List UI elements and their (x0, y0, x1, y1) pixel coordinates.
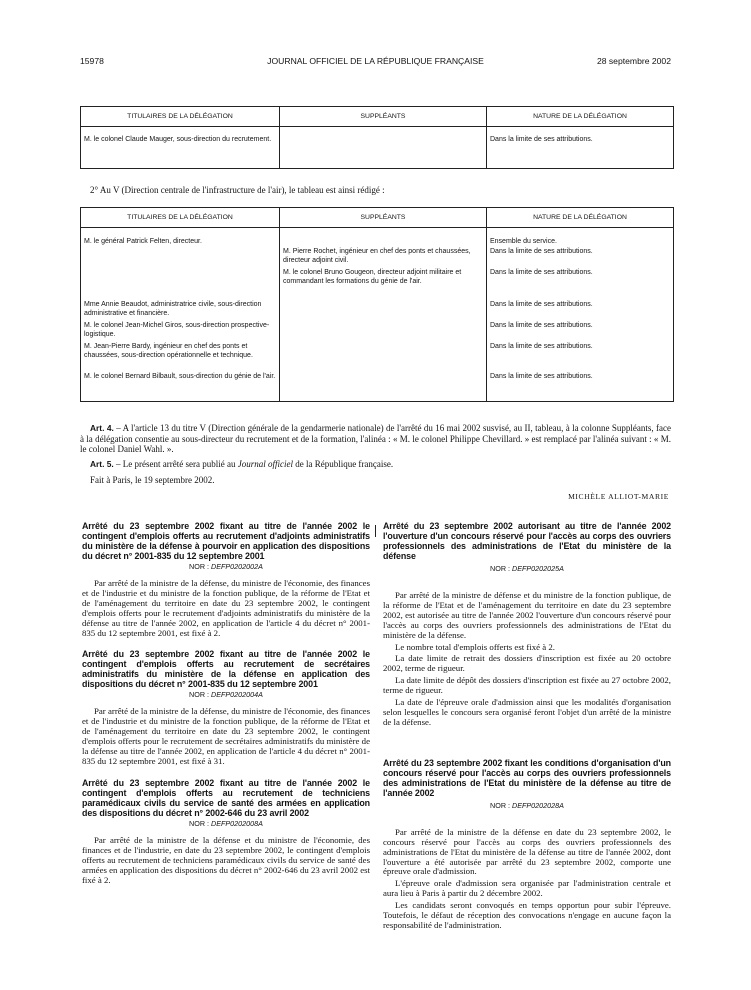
right-column (383, 521, 671, 931)
section-intro: 2° Au V (Direction centrale de l'infrastructure de l'air), le tableau est ainsi rédigé : (90, 185, 385, 195)
delegation-table-1 (80, 106, 674, 169)
nor-label: NOR : (189, 690, 211, 700)
decree-paragraph: Par arrêté de la ministre de la défense, du ministre de l'économie, des finances et de l'industrie et du ministre de la fonction publique, de la réforme de l'Etat et de l'aménagement du territoire en date du 23 septembre 2002, le contingent d'emplois offerts pour le recrutement d'adjoints administratifs du ministère de la défense au titre de l'année 2002, en application de l'article 4 du décret n° 2001-835 du 12 septembre 2001, est fixé à 2. (82, 578, 370, 638)
left-column (82, 521, 370, 885)
suppleant-cell (280, 228, 487, 247)
decree-title: Arrêté du 23 septembre 2002 fixant les conditions d'organisation d'un concours réservé pour l'accès au corps des ouvriers professionnels des administrations de l'Etat du ministère de la défense au titre de l'année 2002 (383, 757, 671, 798)
nor-code: DEFP0202028A (512, 800, 564, 810)
titulaire-cell: M. le colonel Claude Mauger, sous-direction du recrutement. (81, 127, 280, 169)
article-4 (80, 423, 671, 455)
table-header: NATURE DE LA DÉLÉGATION (487, 208, 674, 228)
article-5-label: Art. 5. (90, 459, 114, 469)
table-row (81, 127, 674, 169)
delegation-table-2 (80, 207, 674, 402)
table-header: TITULAIRES DE LA DÉLÉGATION (81, 107, 280, 127)
nor-reference (82, 819, 370, 828)
nor-reference (383, 801, 671, 810)
column-divider (375, 525, 376, 537)
signature: MICHÈLE ALLIOT-MARIE (568, 492, 669, 501)
table-row (81, 342, 674, 372)
titulaire-cell (81, 247, 280, 268)
nor-label: NOR : (490, 564, 512, 573)
table-row (81, 247, 674, 268)
decree-paragraph: Le nombre total d'emplois offerts est fixé à 2. (395, 641, 555, 652)
decree-title: Arrêté du 23 septembre 2002 fixant au titre de l'année 2002 le contingent d'emplois offerts au recrutement de techniciens paramédicaux civils du service de santé des armées en application des dispositions du décret n° 2002-646 du 23 avril 2002 (82, 777, 370, 818)
decree-paragraph: Les candidats seront convoqués en temps opportun pour subir l'épreuve. Toutefois, le défaut de réception des convocations n'engage en aucune façon la responsabilité de l'administration. (383, 900, 671, 930)
decree-paragraph: Par arrêté de la ministre de la défense et du ministre de l'économie, des finances et de l'industrie, en date du 23 septembre 2002, le contingent d'emplois offerts au recrutement de techniciens paramédicaux civils du service de santé des armées en application des dispositions du décret n° 2002-646 du 23 avril 2002 est fixé à 2. (82, 834, 370, 885)
table-row (81, 321, 674, 342)
article-4-text: – A l'article 13 du titre V (Direction générale de la gendarmerie nationale) de l'arrêté du 16 mai 2002 susvisé, au II, tableau, à la colonne Suppléants, face à la délégation consentie au sous-directeur du recrutement et de la formation, l'alinéa : « M. le colonel Philippe Chevillard. » est remplacé par l'alinéa suivant : « M. le colonel Daniel Wahl. ». (80, 423, 671, 455)
nature-cell: Dans la limite de ses attributions. (487, 342, 674, 372)
nor-code: DEFP0202025A (512, 564, 564, 573)
decree-paragraph: Par arrêté de la ministre de défense et du ministre de la fonction publique, de la réforme de l'Etat et de l'aménagement du territoire en date du 23 septembre 2002, est autorisée au titre de l'année 2002 l'ouverture d'un concours réservé pour l'accès au corps des ouvriers professionnels des administrations de l'Etat du ministère de la défense. (383, 590, 671, 640)
decree-paragraph: La date de l'épreuve orale d'admission ainsi que les modalités d'organisation selon lesquelles le concours sera organisé feront l'objet d'un arrêté de la ministre de la défense. (383, 697, 671, 727)
nature-cell: Dans la limite de ses attributions. (487, 127, 674, 169)
suppleant-cell (280, 321, 487, 342)
suppleant-cell (280, 342, 487, 372)
suppleant-cell (280, 127, 487, 169)
nature-cell: Dans la limite de ses attributions. (487, 268, 674, 300)
suppleant-cell (280, 300, 487, 321)
table-header: SUPPLÉANTS (280, 208, 487, 228)
table-header: SUPPLÉANTS (280, 107, 487, 127)
journal-title: JOURNAL OFFICIEL DE LA RÉPUBLIQUE FRANÇAISE (267, 56, 484, 66)
table-header-row (81, 107, 674, 127)
decree-paragraph: Par arrêté de la ministre de la défense, du ministre de l'économie, des finances et de l'industrie et du ministre de la fonction publique, de la réforme de l'Etat et de l'aménagement du territoire en date du 23 septembre 2002, le contingent d'emplois offerts pour le recrutement de secrétaires administratifs du ministère de la défense au titre de l'année 2002, en application de l'article 4 du décret n° 2001-835 du 12 septembre 2001, est fixé à 31. (82, 706, 370, 766)
titulaire-cell: M. le colonel Jean-Michel Giros, sous-direction prospective-logistique. (81, 321, 280, 342)
suppleant-cell (280, 372, 487, 402)
article-5 (80, 459, 671, 470)
nor-reference (383, 564, 671, 573)
nature-cell: Dans la limite de ses attributions. (487, 247, 674, 268)
table-header: NATURE DE LA DÉLÉGATION (487, 107, 674, 127)
journal-officiel-title: Journal officiel (237, 459, 293, 469)
table-row (81, 268, 674, 300)
nature-cell: Ensemble du service. (487, 228, 674, 247)
nature-cell: Dans la limite de ses attributions. (487, 321, 674, 342)
decree-title: Arrêté du 23 septembre 2002 autorisant au titre de l'année 2002 l'ouverture d'un concours réservé pour l'accès au corps des ouvriers professionnels des administrations de l'Etat du ministère de la défense (383, 521, 671, 561)
table-row (81, 300, 674, 321)
decree-paragraph: Par arrêté de la ministre de la défense en date du 23 septembre 2002, le concours réservé pour l'accès au corps des ouvriers professionnels des administrations de l'Etat du ministère de la défense au titre de l'année 2002, dont l'ouverture a été autorisée par arrêté du 23 septembre 2002, comporte une épreuve orale d'admission. (383, 826, 671, 877)
decree-block (383, 758, 671, 931)
decree-block (82, 778, 370, 886)
nor-reference (82, 690, 370, 699)
article-4-label: Art. 4. (90, 423, 114, 433)
decree-paragraph: L'épreuve orale d'admission sera organisée par l'administration centrale et aura lieu à Paris à partir du 2 décembre 2002. (383, 878, 671, 899)
article-5-text-end: de la République française. (292, 459, 394, 469)
titulaire-cell: M. le colonel Bernard Bilbault, sous-direction du génie de l'air. (81, 372, 280, 402)
nor-label: NOR : (189, 818, 211, 828)
decree-block (82, 649, 370, 766)
titulaire-cell: M. le général Patrick Felten, directeur. (81, 228, 280, 247)
titulaire-cell (81, 268, 280, 300)
table-header: TITULAIRES DE LA DÉLÉGATION (81, 208, 280, 228)
table-row (81, 228, 674, 247)
decree-title: Arrêté du 23 septembre 2002 fixant au titre de l'année 2002 le contingent d'emplois offerts au recrutement d'adjoints administratifs du ministère de la défense à pourvoir en application des dispositions du décret n° 2001-835 du 12 septembre 2001 (82, 521, 370, 561)
fait-a-paris: Fait à Paris, le 19 septembre 2002. (90, 475, 215, 485)
decree-block (82, 521, 370, 638)
decree-paragraph: La date limite de retrait des dossiers d'inscription est fixée au 20 octobre 2002, terme de rigueur. (383, 653, 671, 674)
nor-code: DEFP0202002A (211, 562, 263, 571)
decree-paragraph: La date limite de dépôt des dossiers d'inscription est fixée au 27 octobre 2002, terme de rigueur. (383, 675, 671, 696)
nature-cell: Dans la limite de ses attributions. (487, 372, 674, 402)
suppleant-cell: M. Pierre Rochet, ingénieur en chef des ponts et chaussées, directeur adjoint civil. (280, 247, 487, 268)
suppleant-cell: M. le colonel Bruno Gougeon, directeur adjoint militaire et commandant les formations du génie de l'air. (280, 268, 487, 300)
publication-date: 28 septembre 2002 (596, 56, 671, 66)
nor-code: DEFP0202004A (211, 690, 263, 700)
nor-label: NOR : (490, 800, 512, 810)
running-header (80, 56, 671, 70)
nature-cell: Dans la limite de ses attributions. (487, 300, 674, 321)
table-row (81, 372, 674, 402)
decree-block (383, 521, 671, 728)
article-5-text: – Le présent arrêté sera publié au (113, 459, 238, 469)
nor-label: NOR : (189, 562, 211, 571)
page-number: 15978 (80, 56, 104, 66)
titulaire-cell: M. Jean-Pierre Bardy, ingénieur en chef des ponts et chaussées, sous-direction opérationnelle et technique. (81, 342, 280, 372)
nor-reference (82, 562, 370, 571)
table-header-row (81, 208, 674, 228)
titulaire-cell: Mme Annie Beaudot, administratrice civile, sous-direction administrative et financière. (81, 300, 280, 321)
decree-title: Arrêté du 23 septembre 2002 fixant au titre de l'année 2002 le contingent d'emplois offerts au recrutement de secrétaires administratifs du ministère de la défense en application des dispositions du décret n° 2001-835 du 12 septembre 2001 (82, 649, 370, 690)
nor-code: DEFP0202008A (211, 818, 263, 828)
